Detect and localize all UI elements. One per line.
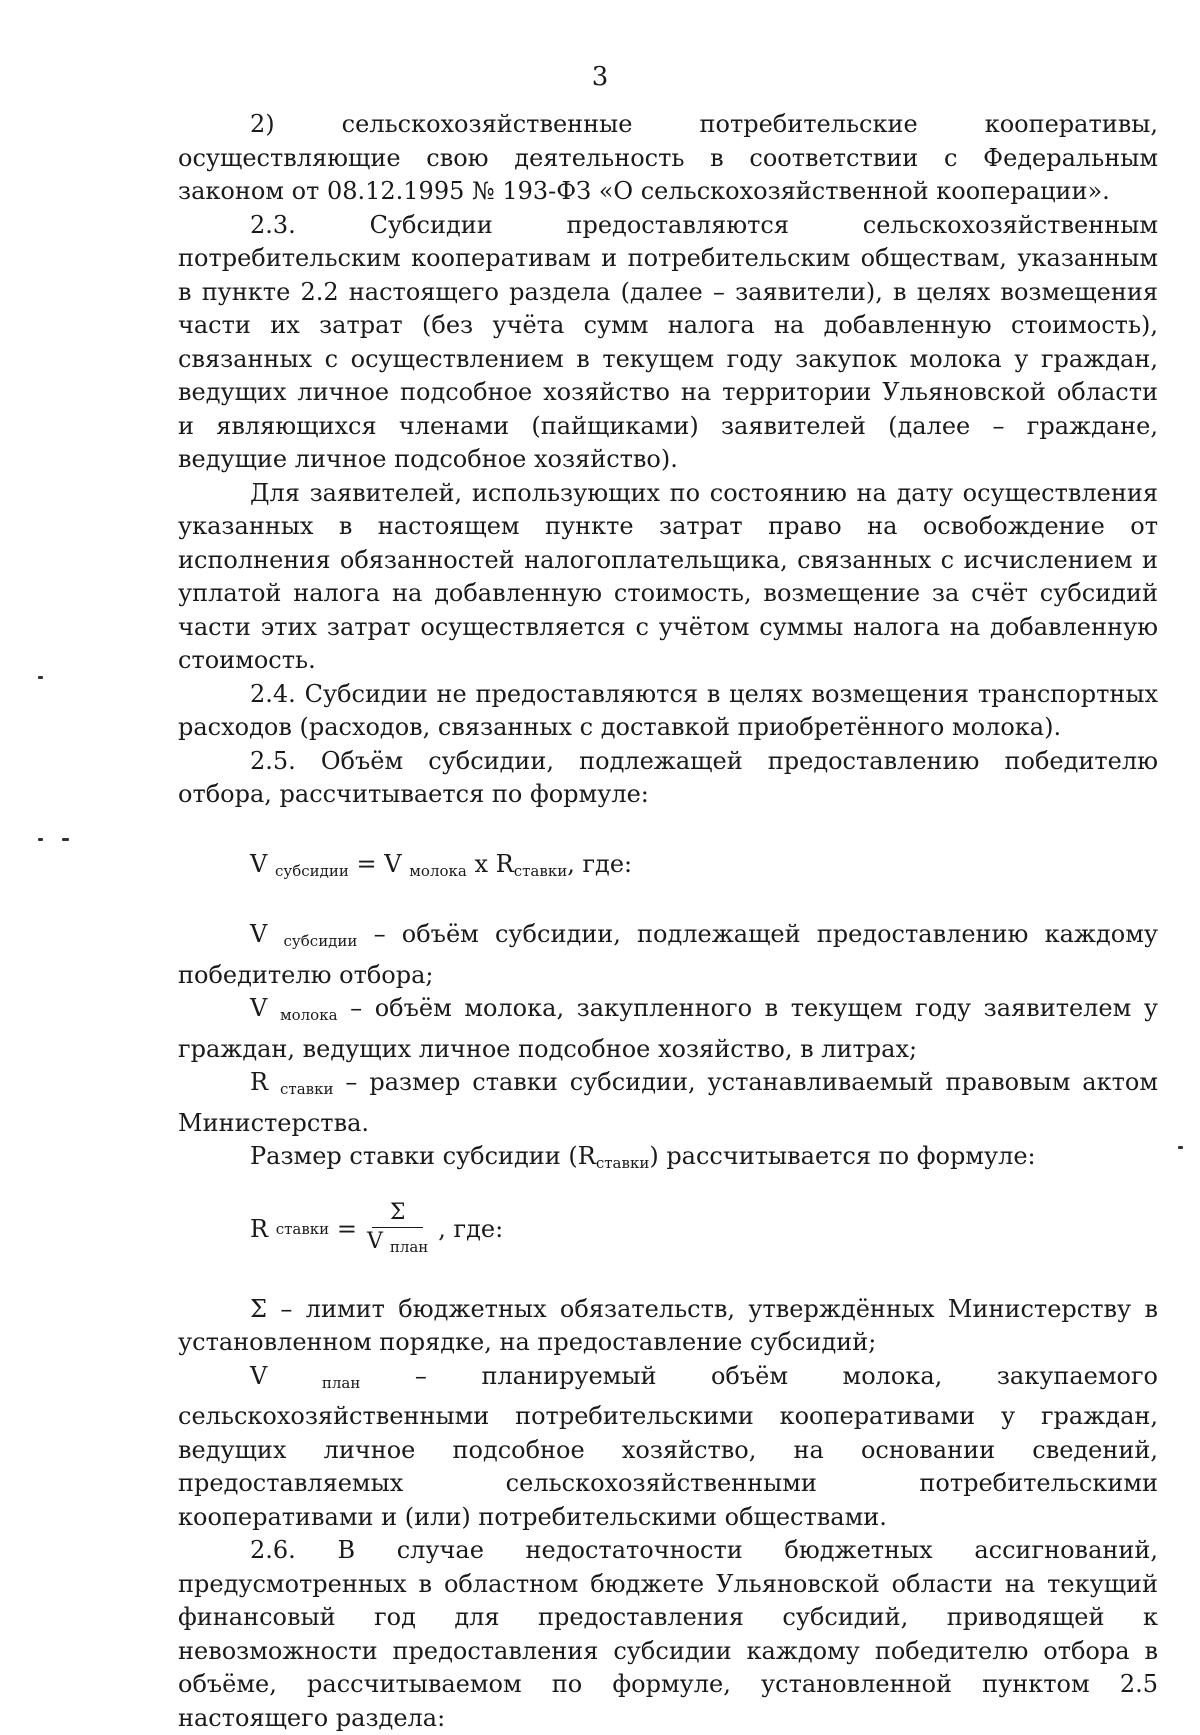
- formula-v-symbol: V: [250, 849, 268, 878]
- paragraph-2-4: 2.4. Субсидии не предоставляются в целях возмещения транспортных расходов (расходов, связанных с доставкой приобретённого молока).: [178, 679, 1158, 741]
- def-sub: ставки: [280, 1080, 334, 1098]
- den-symbol: V: [366, 1228, 383, 1254]
- paragraph-cooperatives: 2) сельскохозяйственные потребительские кооперативы, осуществляющие свою деятельность в соответствии с Федеральным законом от 08.12.1995 № 193-ФЗ «О сельскохозяйственной кооперации».: [178, 110, 1158, 205]
- definition-v-plan: [178, 1360, 1158, 1535]
- def-symbol: V: [250, 920, 268, 948]
- subsidy-formula: [178, 848, 1158, 889]
- formula-times: x: [474, 849, 489, 878]
- rate-formula-tail: , где:: [438, 1214, 504, 1243]
- formula-sub-subsidy: субсидии: [274, 861, 349, 880]
- fraction-numerator: Σ: [372, 1199, 424, 1228]
- formula-sub-rate: ставки: [513, 861, 568, 880]
- rate-formula: [178, 1197, 1158, 1263]
- paragraph-2-5: 2.5. Объём субсидии, подлежащей предоставлению победителю отбора, рассчитывается по формуле:: [178, 746, 1158, 808]
- def-symbol: V: [250, 994, 268, 1022]
- scan-speck: [1178, 1146, 1183, 1149]
- fraction-denominator: [367, 1228, 428, 1261]
- def-text: – планируемый объём молока, закупаемого сельскохозяйственными потребительскими кооперативами у граждан, ведущих личное подсобное хозяйство, на основании сведений, предоставляемых сельскохозяйственными потребительскими кооперативами и (или) потребительскими обществами.: [178, 1361, 1158, 1531]
- rate-intro-sub: ставки: [595, 1154, 650, 1172]
- formula-sub-milk: молока: [409, 861, 467, 880]
- def-symbol: Σ: [250, 1294, 267, 1323]
- def-symbol: V: [250, 1361, 268, 1390]
- scan-speck: [38, 838, 43, 841]
- def-text: – лимит бюджетных обязательств, утверждённых Министерству в установленном порядке, на предоставление субсидий;: [178, 1294, 1158, 1356]
- paragraph-vat-exemption: Для заявителей, использующих по состоянию на дату осуществления указанных в настоящем пункте затрат право на освобождение от исполнения обязанностей налогоплательщика, связанных с исчислением и уплатой налога на добавленную стоимость, возмещение за счёт субсидий части этих затрат осуществляется с учётом суммы налога на добавленную стоимость.: [178, 478, 1158, 674]
- def-sub: субсидии: [283, 932, 358, 950]
- formula-tail: , где:: [567, 849, 633, 878]
- scan-speck: [38, 676, 43, 679]
- definition-v-milk: [178, 992, 1158, 1066]
- def-sub: план: [321, 1373, 361, 1392]
- page-number: 3: [591, 62, 609, 92]
- formula-equals: =: [356, 849, 377, 878]
- definition-sigma: [178, 1293, 1158, 1360]
- rate-fraction: [367, 1199, 428, 1261]
- def-symbol: R: [250, 1068, 269, 1096]
- rate-intro: [178, 1140, 1158, 1181]
- rate-formula-sub: ставки: [275, 1219, 330, 1238]
- scan-speck: [62, 838, 69, 841]
- def-text: – размер ставки субсидии, устанавливаемый правовым актом Министерства.: [178, 1068, 1158, 1137]
- rate-intro-after: ) рассчитывается по формуле:: [649, 1142, 1036, 1170]
- def-text: – объём субсидии, подлежащей предоставлению каждому победителю отбора;: [178, 920, 1159, 989]
- definition-r-rate: [178, 1066, 1158, 1140]
- rate-formula-equals: =: [336, 1214, 357, 1243]
- den-sub: план: [389, 1237, 429, 1256]
- definition-v-subsidy: [178, 918, 1158, 992]
- rate-formula-r: R: [250, 1214, 269, 1243]
- rate-intro-before: Размер ставки субсидии (R: [250, 1142, 596, 1170]
- formula-v-symbol-2: V: [384, 849, 402, 878]
- document-body: [178, 108, 1158, 1735]
- formula-r-symbol: R: [495, 849, 514, 878]
- paragraph-2-3: 2.3. Субсидии предоставляются сельскохозяйственным потребительским кооперативам и потребительским обществам, указанным в пункте 2.2 настоящего раздела (далее – заявители), в целях возмещения части их затрат (без учёта сумм налога на добавленную стоимость), связанных с осуществлением в текущем году закупок молока у граждан, ведущих личное подсобное хозяйство на территории Ульяновской области и являющихся членами (пайщиками) заявителей (далее – граждане, ведущие личное подсобное хозяйство).: [178, 210, 1158, 473]
- def-sub: молока: [279, 1006, 338, 1024]
- def-text: – объём молока, закупленного в текущем году заявителем у граждан, ведущих личное подсобное хозяйство, в литрах;: [178, 994, 1158, 1063]
- paragraph-2-6: 2.6. В случае недостаточности бюджетных ассигнований, предусмотренных в областном бюджете Ульяновской области на текущий финансовый год для предоставления субсидий, приводящей к невозможности предоставления субсидии каждому победителю отбора в объёме, рассчитываемом по формуле, установленной пунктом 2.5 настоящего раздела:: [178, 1536, 1158, 1732]
